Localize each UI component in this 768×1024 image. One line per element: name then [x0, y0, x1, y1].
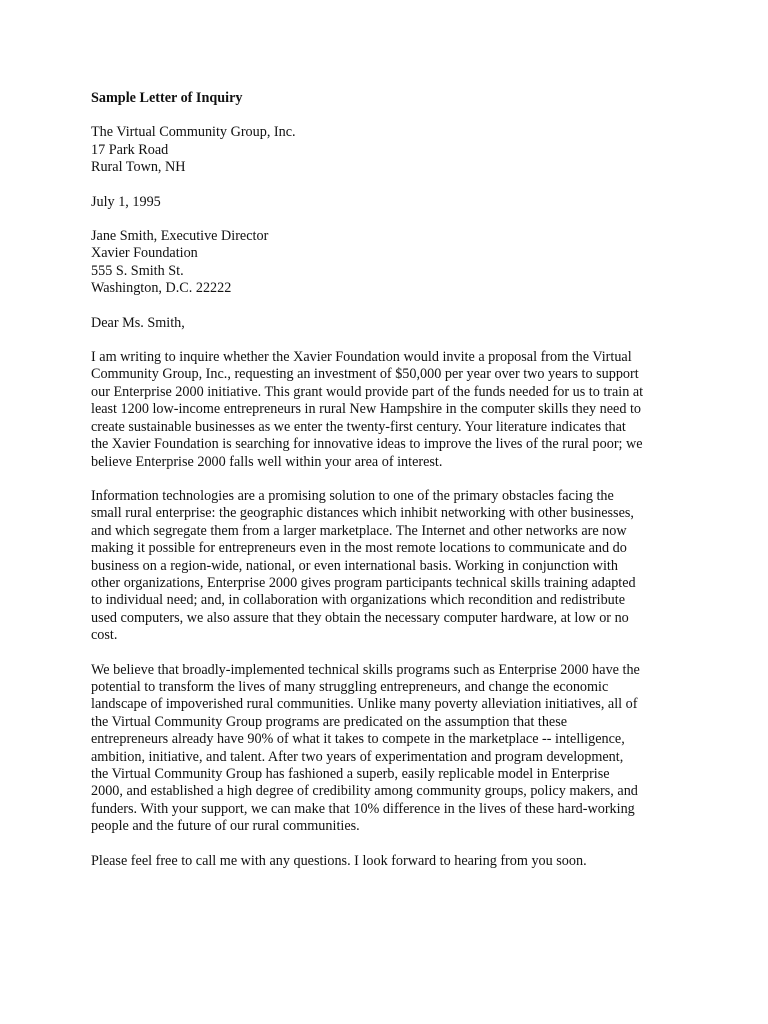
paragraph-technologies	[91, 488, 691, 645]
sender-line: The Virtual Community Group, Inc.	[91, 124, 296, 141]
paragraph-line: entrepreneurs already have 90% of what it takes to compete in the marketplace -- intelligence,	[91, 731, 625, 748]
paragraph-line: our Enterprise 2000 initiative. This grant would provide part of the funds needed for us to train at	[91, 383, 644, 400]
recipient-line: Washington, D.C. 22222	[91, 280, 232, 297]
paragraph-line: people and the future of our rural communities.	[91, 818, 360, 835]
paragraph-line: making it possible for entrepreneurs even in the most remote locations to communicate and do	[91, 540, 627, 557]
recipient-line: 555 S. Smith St.	[91, 262, 184, 279]
recipient-line: Xavier Foundation	[91, 245, 198, 262]
paragraph-line: the Virtual Community Group programs are predicated on the assumption that these	[91, 713, 568, 730]
sender-line: Rural Town, NH	[91, 159, 186, 176]
paragraph-line: potential to transform the lives of many struggling entrepreneurs, and change the economic	[91, 678, 609, 695]
paragraph-line: and which segregate them from a larger marketplace. The Internet and other networks are now	[91, 522, 627, 539]
paragraph-line: the Xavier Foundation is searching for innovative ideas to improve the lives of the rural poor; we	[91, 436, 643, 453]
recipient-address	[91, 228, 691, 298]
paragraph-line: create sustainable businesses as we enter the twenty-first century. Your literature indicates that	[91, 418, 626, 435]
paragraph-line: business on a region-wide, national, or even international basis. Working in conjunction with	[91, 557, 618, 574]
paragraph-belief	[91, 662, 691, 836]
paragraph-line: other organizations, Enterprise 2000 gives program participants technical skills training adapted	[91, 574, 636, 591]
paragraph-line: We believe that broadly-implemented technical skills programs such as Enterprise 2000 have the	[91, 661, 640, 678]
paragraph-line: cost.	[91, 627, 118, 644]
salutation: Dear Ms. Smith,	[91, 314, 185, 331]
paragraph-line: funders. With your support, we can make that 10% difference in the lives of these hard-working	[91, 800, 635, 817]
paragraph-line: ambition, initiative, and talent. After two years of experimentation and program development,	[91, 748, 624, 765]
paragraph-line: Information technologies are a promising solution to one of the primary obstacles facing the	[91, 487, 614, 504]
paragraph-line: the Virtual Community Group has fashioned a superb, easily replicable model in Enterprise	[91, 766, 610, 782]
paragraph-line: landscape of impoverished rural communities. Unlike many poverty alleviation initiatives, all of	[91, 696, 638, 713]
letter-title: Sample Letter of Inquiry	[91, 90, 243, 106]
closing-line: Please feel free to call me with any questions. I look forward to hearing from you soon.	[91, 852, 587, 869]
paragraph-line: 2000, and established a high degree of credibility among community groups, policy makers, and	[91, 783, 638, 800]
recipient-line: Jane Smith, Executive Director	[91, 228, 269, 245]
paragraph-line: believe Enterprise 2000 falls well within your area of interest.	[91, 453, 443, 470]
sender-address	[91, 124, 691, 176]
paragraph-inquiry	[91, 349, 691, 471]
letter-page	[91, 90, 691, 887]
paragraph-line: I am writing to inquire whether the Xavier Foundation would invite a proposal from the Virtual	[91, 349, 632, 366]
paragraph-line: used computers, we also assure that they obtain the necessary computer hardware, at low or no	[91, 609, 629, 626]
paragraph-line: least 1200 low-income entrepreneurs in rural New Hampshire in the computer skills they need to	[91, 401, 642, 418]
sender-line: 17 Park Road	[91, 141, 169, 158]
letter-date: July 1, 1995	[91, 193, 161, 210]
paragraph-line: to individual need; and, in collaboration with organizations which recondition and redistribute	[91, 592, 626, 609]
paragraph-line: Community Group, Inc., requesting an investment of $50,000 per year over two years to support	[91, 366, 639, 383]
paragraph-line: small rural enterprise: the geographic distances which inhibit networking with other businesses,	[91, 505, 634, 522]
